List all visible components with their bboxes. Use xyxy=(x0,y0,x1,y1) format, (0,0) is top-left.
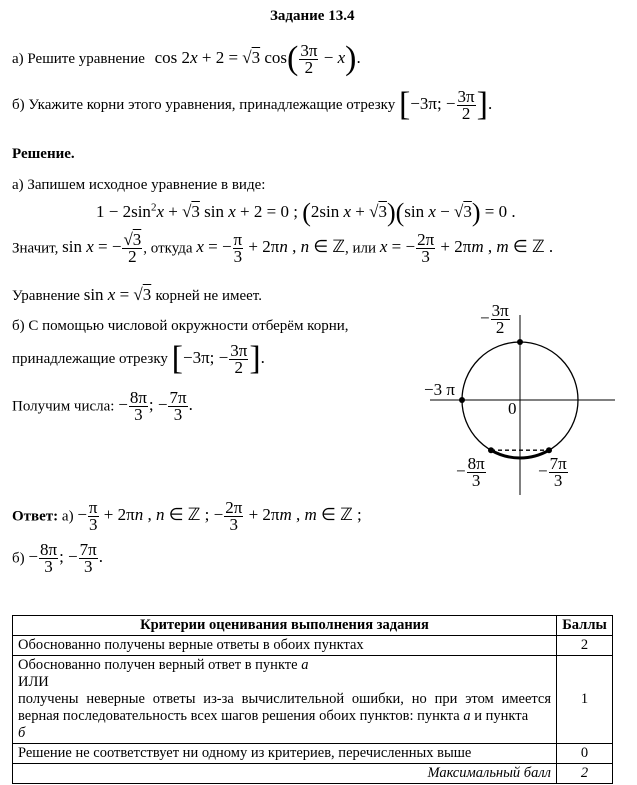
whence-text: , откуда xyxy=(143,240,193,257)
criteria-text-italic: б xyxy=(18,725,26,741)
criteria-score: 2 xyxy=(557,636,613,656)
or-text: , или xyxy=(345,240,377,257)
got-numbers-text: Получим числа: xyxy=(12,398,115,415)
task-a-label: а) Решите уравнение xyxy=(12,50,145,67)
no-roots-text: корней не имеет. xyxy=(155,288,262,304)
solution-a-intro: а) Запишем исходное уравнение в виде: xyxy=(12,177,266,193)
criteria-text xyxy=(13,656,557,744)
rewritten-equation: $1 - 2\sin^2x + √3$ sin x + 2 = 0 ; (2sin x + √3)(sin x − √3) = 0 . xyxy=(96,198,516,227)
answer-a-prefix: а) xyxy=(61,508,74,525)
criteria-score: 1 xyxy=(557,656,613,744)
answer-label: Ответ: xyxy=(12,508,59,525)
task-b xyxy=(12,86,492,124)
therefore-text: Значит, xyxy=(12,240,59,257)
criteria-score: 0 xyxy=(557,744,613,764)
task-a-equation: cos 2x + 2 = √3 cos( $\frac{3\pi}{2}$ − x). xyxy=(154,40,361,77)
label-top: − $\frac{3\pi}{2}$ xyxy=(480,301,509,337)
task-b-interval: [−3π; − $\frac{3\pi}{2}$ ]. xyxy=(398,86,493,123)
solution-b-line1: б) С помощью числовой окружности отберём корни, xyxy=(12,318,349,334)
label-zero: 0 xyxy=(508,399,517,418)
point-minus-3pi xyxy=(459,397,465,403)
solution-heading: Решение. xyxy=(12,146,75,162)
criteria-text: Решение не соответствует ни одному из критериев, перечисленных выше xyxy=(13,744,557,764)
point-minus-7pi-3 xyxy=(546,447,552,453)
table-row xyxy=(13,636,613,656)
roots-line: Значит, sin x = − $\frac{√3}{2}$ , откуда x = − $\frac{\pi}{3}$ + 2πn , n ∈ ℤ, или x = − $\frac{2\pi}{3}$ + 2πm , m ∈ ℤ . xyxy=(12,230,554,266)
answer-b: б) − $\frac{8\pi}{3}$ ; − $\frac{7\pi}{3}$ . xyxy=(12,540,103,576)
task-b-label: б) Укажите корни этого уравнения, принадлежащие отрезку xyxy=(12,96,396,113)
no-roots-line: Уравнение sin x = √3 корней не имеет. xyxy=(12,285,262,304)
answer-a: Ответ: а) − $\frac{\pi}{3}$ + 2πn , n ∈ ℤ ; − $\frac{2\pi}{3}$ + 2πm , m ∈ ℤ ; xyxy=(12,498,362,534)
criteria-header-text: Критерии оценивания выполнения задания xyxy=(13,616,557,636)
max-label: Максимальный балл xyxy=(13,764,557,784)
point-minus-8pi-3 xyxy=(488,447,494,453)
label-bottom-right: − $\frac{7\pi}{3}$ xyxy=(538,454,567,490)
task-a xyxy=(12,40,361,78)
max-score: 2 xyxy=(557,764,613,784)
point-minus-3pi-half xyxy=(517,339,523,345)
label-left: −3 π xyxy=(424,380,455,399)
criteria-text-italic: а xyxy=(463,708,471,724)
criteria-text-italic: а xyxy=(301,657,309,673)
criteria-text-part: Обоснованно получен верный ответ в пункте xyxy=(18,657,302,673)
table-row xyxy=(13,656,613,744)
criteria-text-or: ИЛИ xyxy=(18,674,49,690)
table-row-max xyxy=(13,764,613,784)
criteria-header-score: Баллы xyxy=(557,616,613,636)
criteria-table xyxy=(12,615,613,784)
table-row xyxy=(13,744,613,764)
criteria-text-part: и пункта xyxy=(470,708,529,724)
criteria-header-row xyxy=(13,616,613,636)
got-numbers-line: Получим числа: − $\frac{8\pi}{3}$ ; − $\frac{7\pi}{3}$ . xyxy=(12,388,193,424)
criteria-text-part: получены неверные ответы из-за вычислительной ошибки, но при этом имеется верная последовательность всех шагов решения обоих пунктов: пункта xyxy=(18,691,551,724)
label-bottom-left: − $\frac{8\pi}{3}$ xyxy=(456,454,485,490)
solution-b-line2: принадлежащие отрезку [−3π; − $\frac{3\pi}{2}$ ]. xyxy=(12,340,265,377)
interval-text: принадлежащие отрезку xyxy=(12,350,168,367)
page-title: Задание 13.4 xyxy=(270,8,355,24)
answer-b-prefix: б) xyxy=(12,550,25,567)
equation-word: Уравнение xyxy=(12,288,80,304)
criteria-text: Обоснованно получены верные ответы в обоих пунктах xyxy=(13,636,557,656)
